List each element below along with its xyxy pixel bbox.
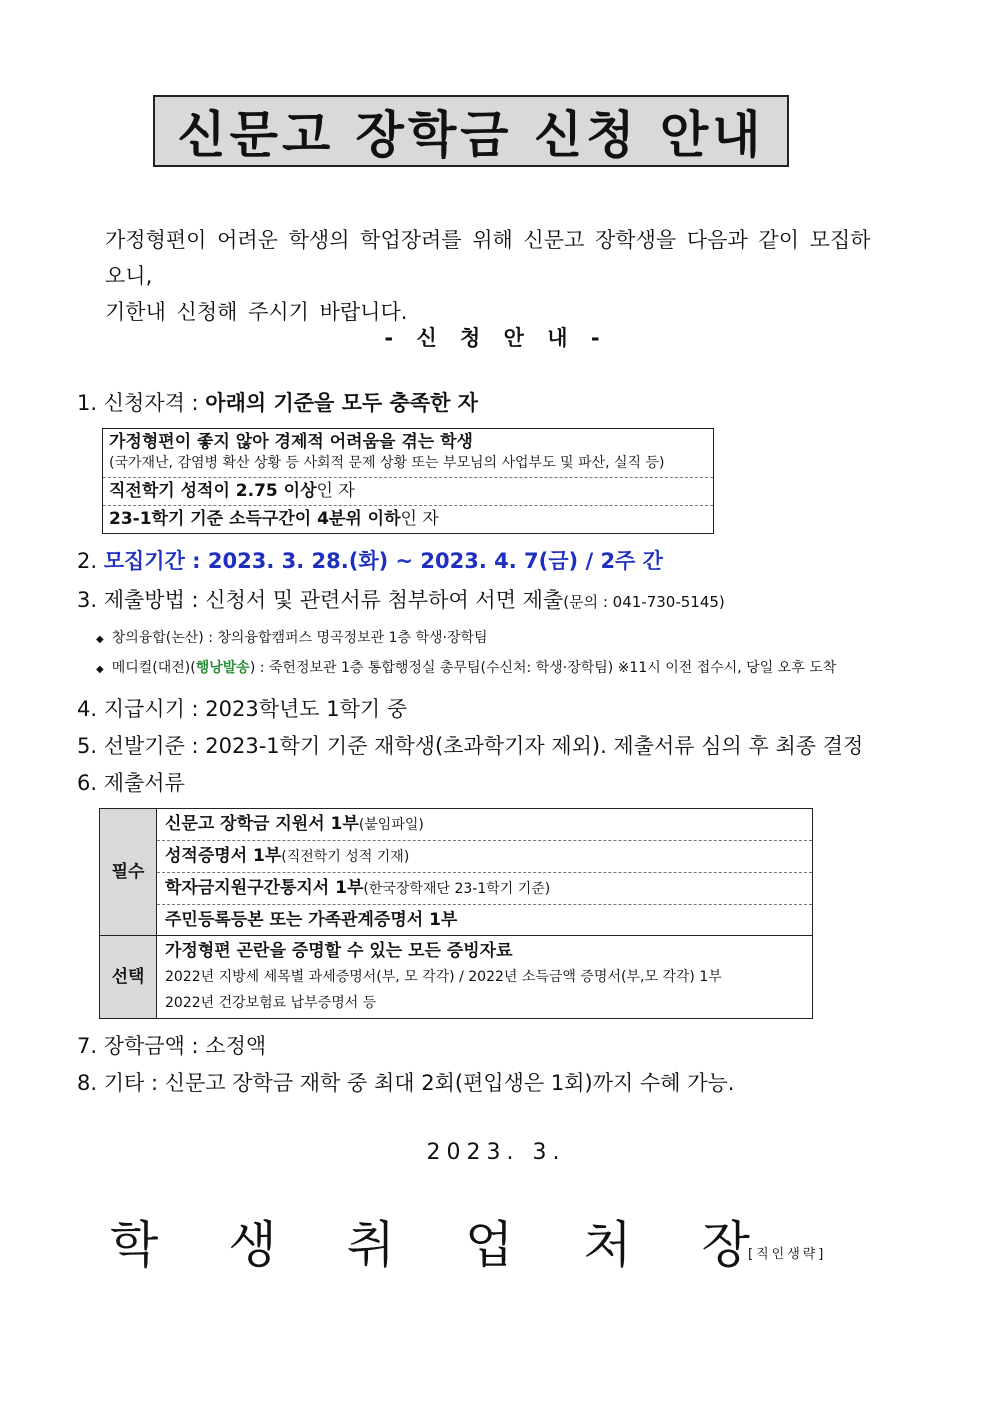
item-3-label: 3. 제출방법 : 신청서 및 관련서류 첨부하여 서면 제출 bbox=[77, 588, 564, 612]
bullet-daejeon bbox=[96, 657, 836, 677]
bullet-nonsan-text: 창의융합(논산) : 창의융합캠퍼스 명곡정보관 1층 학생·장학팀 bbox=[111, 630, 488, 646]
documents-row bbox=[100, 936, 813, 1019]
item-1-label: 1. 신청자격 : bbox=[77, 391, 206, 415]
optional-label: 선택 bbox=[100, 936, 157, 1019]
documents-row bbox=[100, 841, 813, 873]
item-2-label: 2. bbox=[77, 549, 104, 573]
documents-table bbox=[99, 808, 813, 1019]
item-1-eligibility bbox=[77, 387, 478, 417]
signer-char: 생 bbox=[228, 1216, 277, 1274]
signer-char: 업 bbox=[464, 1216, 514, 1274]
item-2-value: 모집기간 : 2023. 3. 28.(화) ~ 2023. 4. 7(금) / 2주 간 bbox=[103, 549, 663, 573]
optional-doc-3: 2022년 건강보험료 납부증명서 등 bbox=[165, 995, 377, 1011]
criteria-2-bold: 직전학기 성적이 2.75 이상 bbox=[109, 481, 317, 501]
criteria-3-bold: 23-1학기 기준 소득구간이 4분위 이하 bbox=[109, 509, 401, 529]
intro-line-1: 가정형편이 어려운 학생의 학업장려를 위해 신문고 장학생을 다음과 같이 모집하오니, bbox=[105, 228, 871, 288]
required-doc-1-note: (붙임파일) bbox=[358, 817, 424, 833]
signer-char: 장 bbox=[701, 1216, 750, 1274]
item-3-note: (문의 : 041-730-5145) bbox=[563, 593, 725, 611]
criteria-3-rest: 인 자 bbox=[400, 509, 439, 529]
bullet-daejeon-green: 행낭발송 bbox=[195, 660, 250, 676]
required-doc-3: 학자금지원구간통지서 1부 bbox=[165, 878, 364, 898]
criteria-row bbox=[103, 429, 714, 478]
item-2-period bbox=[77, 545, 663, 575]
optional-doc-1: 가정형편 곤란을 증명할 수 있는 모든 증빙자료 bbox=[165, 941, 513, 961]
document-title: 신문고 장학금 신청 안내 bbox=[177, 106, 765, 164]
item-5-criteria: 5. 선발기준 : 2023-1학기 기준 재학생(초과학기자 제외). 제출서류 심의 후 최종 결정 bbox=[77, 734, 864, 758]
bullet-daejeon-pre: 메디컬(대전)( bbox=[111, 660, 196, 676]
documents-row bbox=[100, 873, 813, 905]
document-title-box bbox=[153, 95, 789, 167]
required-doc-2-note: (직전학기 성적 기재) bbox=[281, 849, 410, 865]
criteria-1-main: 가정형편이 좋지 않아 경제적 어려움을 겪는 학생 bbox=[109, 432, 473, 452]
signer-char: 학 bbox=[110, 1216, 159, 1274]
criteria-row bbox=[103, 478, 714, 506]
signer-char: 취 bbox=[346, 1216, 395, 1274]
documents-row bbox=[100, 905, 813, 936]
bullet-daejeon-post: ) : 죽헌정보관 1층 통합행정실 총무팀(수신처: 학생·장학팀) ※11시 이전 접수시, 당일 오후 도착 bbox=[249, 660, 837, 676]
item-1-value: 아래의 기준을 모두 충족한 자 bbox=[205, 391, 478, 415]
required-doc-4: 주민등록등본 또는 가족관계증명서 1부 bbox=[165, 910, 458, 930]
bullet-nonsan bbox=[96, 627, 488, 647]
required-doc-1: 신문고 장학금 지원서 1부 bbox=[165, 814, 359, 834]
required-doc-3-note: (한국장학재단 23-1학기 기준) bbox=[363, 881, 551, 897]
item-6-documents: 6. 제출서류 bbox=[77, 771, 185, 795]
optional-doc-2: 2022년 지방세 세목별 과세증명서(부, 모 각각) / 2022년 소득금액 증명서(부,모 각각) 1부 bbox=[165, 969, 722, 985]
item-8-other: 8. 기타 : 신문고 장학금 재학 중 최대 2회(편입생은 1회)까지 수혜 가능. bbox=[77, 1071, 735, 1095]
criteria-1-sub: (국가재난, 감염병 확산 상황 등 사회적 문제 상황 또는 부모님의 사업부도 및 파산, 실직 등) bbox=[109, 455, 665, 471]
criteria-table bbox=[102, 428, 714, 534]
diamond-bullet-icon: ◆ bbox=[96, 664, 104, 675]
diamond-bullet-icon: ◆ bbox=[96, 634, 104, 645]
item-4-payment: 4. 지급시기 : 2023학년도 1학기 중 bbox=[77, 697, 408, 721]
seal-omitted-note: [직인생략] bbox=[748, 1247, 827, 1262]
section-heading: - 신 청 안 내 - bbox=[384, 326, 608, 350]
item-3-method bbox=[77, 584, 725, 614]
intro-paragraph bbox=[105, 222, 885, 330]
required-label: 필수 bbox=[100, 809, 157, 936]
documents-row bbox=[100, 809, 813, 841]
intro-line-2: 기한내 신청해 주시기 바랍니다. bbox=[105, 300, 408, 324]
signer-char: 처 bbox=[583, 1216, 632, 1274]
required-doc-2: 성적증명서 1부 bbox=[165, 846, 282, 866]
item-7-amount: 7. 장학금액 : 소정액 bbox=[77, 1034, 267, 1058]
signer-name bbox=[110, 1205, 750, 1277]
document-date: 2023. 3. bbox=[426, 1140, 566, 1165]
criteria-row bbox=[103, 506, 714, 534]
criteria-2-rest: 인 자 bbox=[316, 481, 355, 501]
